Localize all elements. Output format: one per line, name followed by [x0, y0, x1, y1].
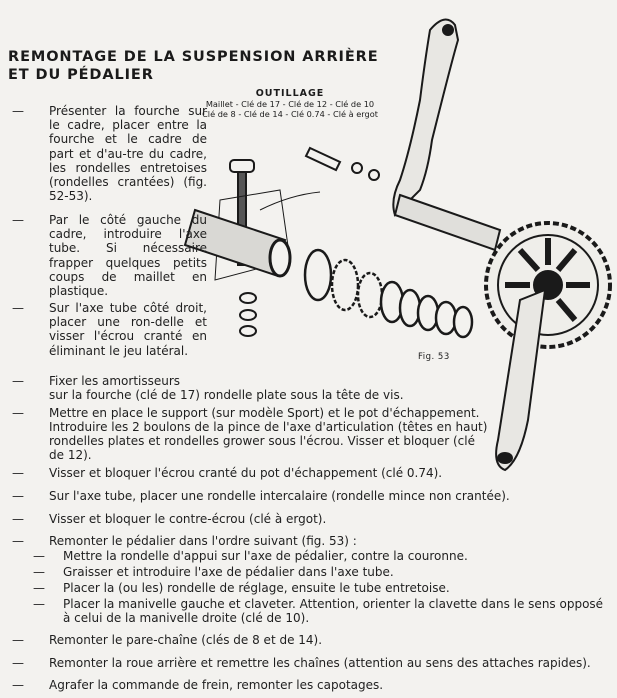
dash-bullet: — — [12, 301, 24, 315]
page-title — [8, 48, 379, 84]
small-washer — [240, 293, 256, 303]
dash-bullet: — — [12, 466, 24, 480]
step-text: Remonter le pédalier dans l'ordre suivant (fig. 53) : — [49, 534, 357, 548]
dash-bullet: — — [12, 489, 24, 503]
washer-stack — [305, 250, 472, 337]
step-text-line2: Introduire les 2 boulons de la pince de l'axe d'articulation (têtes en haut) — [49, 420, 488, 434]
step-text: Visser et bloquer l'écrou cranté du pot d'échappement (clé 0.74). — [49, 466, 443, 480]
small-washer — [240, 310, 256, 320]
step-text: Par le côté gauche du cadre, introduire l'axe tube. Si nécessaire frapper quelques petits coups de maillet en plastique. — [49, 213, 207, 299]
step-text-line1: Mettre en place le support (sur modèle Sport) et le pot d'échappement. — [49, 406, 480, 420]
step-text-line1: Fixer les amortisseurs — [49, 374, 181, 388]
dash-bullet: — — [33, 581, 45, 595]
substep-text: Placer la (ou les) rondelle de réglage, ensuite le tube entretoise. — [63, 581, 450, 595]
right-crank-arm — [393, 20, 458, 215]
dash-bullet: — — [33, 565, 45, 579]
dash-bullet: — — [12, 512, 24, 526]
substep-text: Graisser et introduire l'axe de pédalier dans l'axe tube. — [63, 565, 394, 579]
dash-bullet: — — [12, 534, 24, 548]
dash-bullet: — — [12, 374, 24, 388]
pedal-axle — [395, 195, 500, 250]
step-text: Agrafer la commande de frein, remonter les capotages. — [49, 678, 384, 692]
tools-line1: Maillet - Clé de 17 - Clé de 12 - Clé de 10 — [205, 99, 375, 109]
substep-text-line1: Placer la manivelle gauche et claveter. Attention, orienter la clavette dans le sens opposé — [63, 597, 604, 611]
step-text: Remonter la roue arrière et remettre les chaînes (attention au sens des attaches rapides). — [49, 656, 591, 670]
dash-bullet: — — [33, 549, 45, 563]
cotter-pin — [306, 148, 340, 170]
step-text: Sur l'axe tube côté droit, placer une ron-delle et visser l'écrou cranté en éliminant le jeu latéral. — [49, 301, 207, 358]
small-washer — [240, 326, 256, 336]
substep-text: Mettre la rondelle d'appui sur l'axe de pédalier, contre la couronne. — [63, 549, 468, 563]
dash-bullet: — — [12, 633, 24, 647]
dash-bullet: — — [12, 656, 24, 670]
tools-box — [180, 88, 400, 119]
substep-text-line2: à celui de la manivelle droite (clé de 10). — [63, 611, 310, 625]
dash-bullet: — — [12, 104, 24, 118]
tools-line2: Clé de 8 - Clé de 14 - Clé 0.74 - Clé à ergot — [202, 109, 378, 119]
step-text-line4: de 12). — [49, 448, 92, 462]
tools-heading: OUTILLAGE — [255, 88, 325, 99]
dash-bullet: — — [33, 597, 45, 611]
pedal-hole — [443, 25, 453, 35]
page-title-line2: ET DU PÉDALIER — [8, 67, 154, 83]
dash-bullet: — — [12, 213, 24, 227]
page-title-line1: REMONTAGE DE LA SUSPENSION ARRIÈRE — [8, 49, 379, 65]
step-text: Visser et bloquer le contre-écrou (clé à ergot). — [49, 512, 327, 526]
step-text-line2: sur la fourche (clé de 17) rondelle plate sous la tête de vis. — [49, 388, 404, 402]
step-text: Remonter le pare-chaîne (clés de 8 et de 14). — [49, 633, 323, 647]
dash-bullet: — — [12, 678, 24, 692]
figure-caption: Fig. 53 — [418, 352, 450, 362]
step-text: Sur l'axe tube, placer une rondelle intercalaire (rondelle mince non crantée). — [49, 489, 510, 503]
step-text: Présenter la fourche sur le cadre, placer entre la fourche et le cadre de part et d'au-tre du cadre, les rondelles entretoises (rondelles crantées) (fig. 52-53). — [49, 104, 207, 204]
step-text-line3: rondelles plates et rondelles grower sous l'écrou. Visser et bloquer (clé — [49, 434, 475, 448]
dash-bullet: — — [12, 406, 24, 420]
